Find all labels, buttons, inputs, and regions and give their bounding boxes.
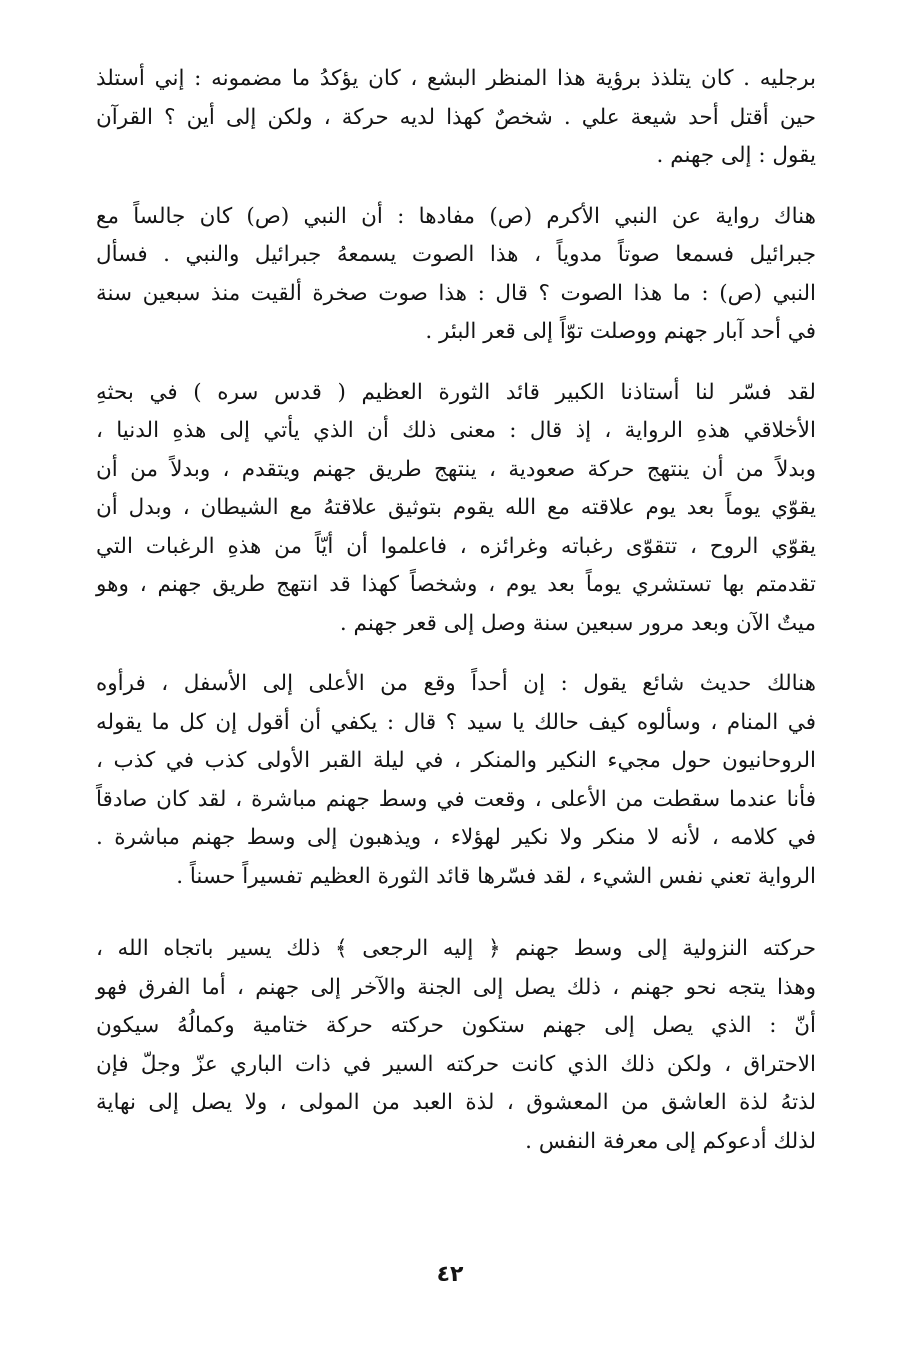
text-line: ميتٌ الآن وبعد مرور سبعين سنة وصل إلى قعر جهنم . [339,610,816,636]
text-line: هناك رواية عن النبي الأكرم (ص) مفادها : أن النبي (ص) كان جالساً مع [96,203,816,229]
text-line: لذتهُ لذة العاشق من المعشوق ، لذة العبد من المولى ، ولا يصل إلى نهاية [96,1090,816,1115]
text-line: وبدلاً من أن ينتهج حركة صعودية ، ينتهج طريق جهنم ويتقدم ، وبدلاً من أن [96,456,816,482]
text-line: لقد فسّر لنا أستاذنا الكبير قائد الثورة العظيم ( قدس سره ) في بحثهِ [96,379,816,405]
text-line: هنالك حديث شائع يقول : إن أحداً وقع من الأعلى إلى الأسفل ، فرأوه [96,671,816,696]
text-line: الأخلاقي هذهِ الرواية ، إذ قال : معنى ذلك أن الذي يأتي إلى هذهِ الدنيا ، [96,418,816,443]
text-line: تقدمتم بها تستشري يوماً بعد يوم ، وشخصاً كهذا قد انتهج طريق جهنم ، وهو [96,572,816,597]
paragraph-2 [96,198,816,352]
text-line: حركته النزولية إلى وسط جهنم ﴿ إليه الرجعى ﴾ ذلك يسير باتجاه الله ، [96,936,816,961]
text-line: الروحانيون حول مجيء النكير والمنكر ، في ليلة القبر الأولى كذب في كذب ، [96,748,816,773]
text-line: يقول : إلى جهنم . [656,143,816,168]
text-line: لذلك أدعوكم إلى معرفة النفس . [525,1128,816,1154]
text-line: الاحتراق ، ولكن ذلك الذي كانت حركته السير في ذات الباري عزّ وجلّ فإن [96,1051,816,1077]
paragraph-5 [96,930,816,1161]
text-line: الرواية تعني نفس الشيء ، لقد فسّرها قائد الثورة العظيم تفسيراً حسناً . [176,863,816,889]
text-line: في أحد آبار جهنم ووصلت توّاً إلى قعر البئر . [425,319,816,344]
text-line: جبرائيل فسمعا صوتاً مدوياً ، هذا الصوت يسمعهُ جبرائيل والنبي . فسأل [96,242,816,267]
text-line: حين أقتل أحد شيعة علي . شخصٌ كهذا لديه حركة ، ولكن إلى أين ؟ القرآن [96,104,816,130]
text-line: أنّ : الذي يصل إلى جهنم ستكون حركته حركة ختامية وكمالُهُ سيكون [96,1013,816,1038]
text-line: برجليه . كان يتلذذ برؤية هذا المنظر البشع ، كان يؤكدُ ما مضمونه : إني أستلذ [96,66,816,91]
text-line: النبي (ص) : ما هذا الصوت ؟ قال : هذا صوت صخرة ألقيت منذ سبعين سنة [96,280,816,306]
document-page [96,60,816,1183]
paragraph-3 [96,374,816,644]
paragraph-4 [96,665,816,896]
text-line: يقوّي يوماً بعد يوم علاقته مع الله يقوم بتوثيق علاقتهُ مع الشيطان ، وبدل أن [96,495,816,520]
text-line: في المنام ، وسألوه كيف حالك يا سيد ؟ قال : يكفي أن أقول إن كل ما يقوله [96,709,816,735]
text-line: فأنا عندما سقطت من الأعلى ، وقعت في وسط جهنم مباشرة ، لقد كان صادقاً [96,786,816,812]
page-number: ٤٢ [436,1262,464,1287]
text-line: في كلامه ، لأنه لا منكر ولا نكير لهؤلاء ، ويذهبون إلى وسط جهنم مباشرة . [96,825,816,850]
text-line: يقوّي الروح ، تتقوّى رغباته وغرائزه ، فاعلموا أن أيّاً من هذهِ الرغبات التي [96,533,816,559]
text-line: وهذا يتجه نحو جهنم ، ذلك يصل إلى الجنة والآخر إلى جهنم ، أما الفرق فهو [96,974,816,1000]
paragraph-1 [96,60,816,176]
